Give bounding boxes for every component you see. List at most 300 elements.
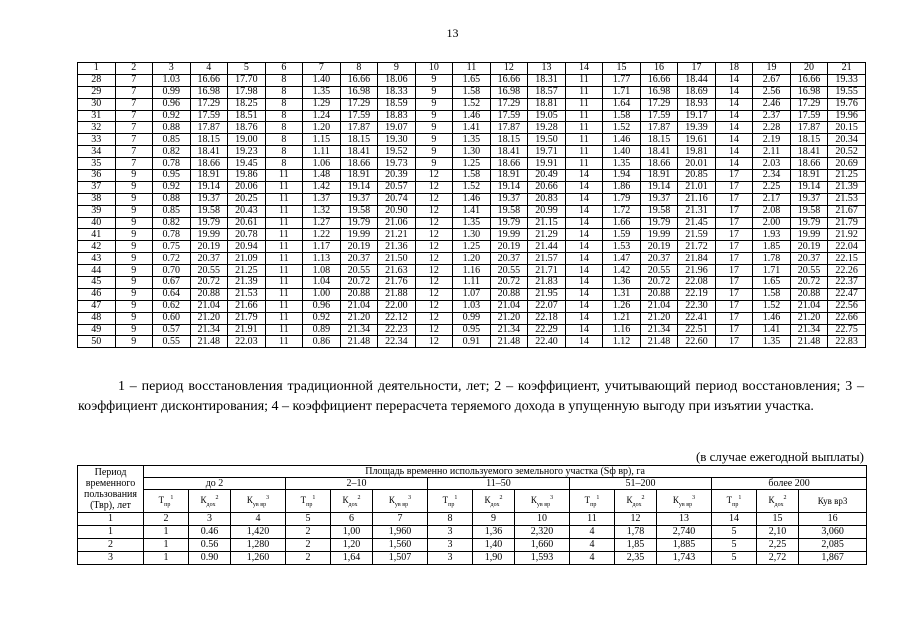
table-header-row bbox=[78, 63, 866, 75]
coefficients-table bbox=[77, 62, 866, 348]
table-cell: 18.41 bbox=[190, 146, 228, 158]
table-cell: 21.50 bbox=[378, 253, 416, 265]
table-cell: 17 bbox=[715, 181, 753, 193]
table-cell: 2.17 bbox=[753, 193, 791, 205]
table-cell: 1 bbox=[78, 526, 144, 539]
table-cell: 8 bbox=[265, 110, 303, 122]
table-cell: 9 bbox=[415, 146, 453, 158]
table-cell: 17 bbox=[715, 265, 753, 277]
symbol-superscript: 3 bbox=[408, 494, 412, 501]
table-cell: 0.60 bbox=[153, 312, 191, 324]
area-group-header: более 200 bbox=[712, 478, 867, 490]
table-cell: 1,867 bbox=[799, 552, 867, 565]
table-cell: 18.91 bbox=[790, 170, 828, 182]
table-cell: 17 bbox=[715, 324, 753, 336]
table-cell: 19.45 bbox=[228, 158, 266, 170]
table-cell: 19.07 bbox=[378, 122, 416, 134]
table-cell: 8 bbox=[265, 86, 303, 98]
table-cell: 21.84 bbox=[678, 253, 716, 265]
table-cell: 12 bbox=[415, 265, 453, 277]
table-cell: 20.66 bbox=[528, 181, 566, 193]
table-cell: 17 bbox=[715, 288, 753, 300]
table-cell: 9 bbox=[415, 158, 453, 170]
symbol-subscript: дох bbox=[348, 501, 358, 508]
table-cell: 21.20 bbox=[340, 312, 378, 324]
area-header: Площадь временно используемого земельного участка (Sф вр), га bbox=[144, 466, 867, 478]
table-row bbox=[78, 86, 866, 98]
table-cell: 9 bbox=[115, 253, 153, 265]
table-cell: 21.44 bbox=[528, 241, 566, 253]
table-cell: 1.22 bbox=[303, 229, 341, 241]
symbol-letter: К bbox=[200, 494, 207, 505]
table-cell: 1,743 bbox=[657, 552, 712, 565]
table-cell: 1.41 bbox=[453, 205, 491, 217]
table-cell: 19.86 bbox=[228, 170, 266, 182]
table-cell: 22.19 bbox=[678, 288, 716, 300]
table-cell: 17 bbox=[715, 170, 753, 182]
table-cell: 18.51 bbox=[228, 110, 266, 122]
column-number: 7 bbox=[373, 513, 428, 526]
table-cell: 21.53 bbox=[228, 288, 266, 300]
table-cell: 19.58 bbox=[340, 205, 378, 217]
table-cell: 2,085 bbox=[799, 539, 867, 552]
table-cell: 21.48 bbox=[340, 336, 378, 348]
table-cell: 21.79 bbox=[828, 217, 866, 229]
table-cell: 21.83 bbox=[528, 277, 566, 289]
column-header: 20 bbox=[790, 63, 828, 75]
table-cell: 9 bbox=[415, 86, 453, 98]
table-cell: 22.04 bbox=[828, 241, 866, 253]
table-cell: 17.87 bbox=[640, 122, 678, 134]
column-header: 5 bbox=[228, 63, 266, 75]
table-cell: 12 bbox=[415, 324, 453, 336]
table-cell: 0.82 bbox=[153, 146, 191, 158]
table-row bbox=[78, 146, 866, 158]
table-cell: 5 bbox=[712, 539, 757, 552]
table-row bbox=[78, 134, 866, 146]
table-row bbox=[78, 158, 866, 170]
symbol-letter: К bbox=[246, 494, 253, 505]
table-cell: 19.79 bbox=[640, 217, 678, 229]
table-cell: 7 bbox=[115, 86, 153, 98]
table-cell: 22.47 bbox=[828, 288, 866, 300]
table-cell: 2.25 bbox=[753, 181, 791, 193]
table-cell: 2.34 bbox=[753, 170, 791, 182]
table-cell: 19.79 bbox=[190, 217, 228, 229]
table-cell: 32 bbox=[78, 122, 116, 134]
table-cell: 1.58 bbox=[753, 288, 791, 300]
table-cell: 14 bbox=[565, 336, 603, 348]
table-cell: 20.37 bbox=[340, 253, 378, 265]
table-cell: 0.95 bbox=[153, 170, 191, 182]
table-cell: 21.20 bbox=[190, 312, 228, 324]
table-cell: 8 bbox=[265, 134, 303, 146]
table-cell: 0.90 bbox=[189, 552, 231, 565]
table-cell: 4 bbox=[570, 539, 615, 552]
table-cell: 1.15 bbox=[303, 134, 341, 146]
table-cell: 21.21 bbox=[378, 229, 416, 241]
table-cell: 44 bbox=[78, 265, 116, 277]
table-cell: 20.25 bbox=[228, 193, 266, 205]
table-cell: 1.35 bbox=[603, 158, 641, 170]
table-cell: 14 bbox=[565, 241, 603, 253]
symbol-subscript: ув вр bbox=[394, 501, 409, 508]
table-cell: 22.37 bbox=[828, 277, 866, 289]
table-cell: 20.72 bbox=[640, 277, 678, 289]
table-cell: 11 bbox=[265, 193, 303, 205]
table-cell: 9 bbox=[115, 217, 153, 229]
table-cell: 17.29 bbox=[640, 98, 678, 110]
table-row bbox=[78, 552, 867, 565]
table-cell: 12 bbox=[415, 181, 453, 193]
table-cell: 0.86 bbox=[303, 336, 341, 348]
table-cell: 19.14 bbox=[490, 181, 528, 193]
table-cell: 2.08 bbox=[753, 205, 791, 217]
table-cell: 1.21 bbox=[603, 312, 641, 324]
table-cell: 1.12 bbox=[603, 336, 641, 348]
table-cell: 12 bbox=[415, 253, 453, 265]
table-cell: 1.47 bbox=[603, 253, 641, 265]
table-cell: 21.57 bbox=[528, 253, 566, 265]
table-cell: 21.45 bbox=[678, 217, 716, 229]
table-row bbox=[78, 312, 866, 324]
table-cell: 0.92 bbox=[303, 312, 341, 324]
table-cell: 17 bbox=[715, 312, 753, 324]
column-number: 11 bbox=[570, 513, 615, 526]
column-header: 3 bbox=[153, 63, 191, 75]
table-cell: 9 bbox=[115, 300, 153, 312]
table-cell: 21.01 bbox=[678, 181, 716, 193]
table-cell: 39 bbox=[78, 205, 116, 217]
symbol-superscript: 2 bbox=[783, 494, 787, 501]
table-cell: 9 bbox=[415, 98, 453, 110]
table-cell: 1.35 bbox=[753, 336, 791, 348]
table-cell: 17 bbox=[715, 205, 753, 217]
table-cell: 2,35 bbox=[615, 552, 657, 565]
symbol-subscript: пр bbox=[732, 501, 739, 508]
table-cell: 21.34 bbox=[490, 324, 528, 336]
table-cell: 1.52 bbox=[453, 98, 491, 110]
table-cell: 22.18 bbox=[528, 312, 566, 324]
table-row bbox=[78, 288, 866, 300]
symbol-subscript: ув вр bbox=[536, 501, 551, 508]
table-cell: 14 bbox=[715, 134, 753, 146]
symbol-superscript: 1 bbox=[596, 494, 600, 501]
table-cell: 0.82 bbox=[153, 217, 191, 229]
table-cell: 21.88 bbox=[378, 288, 416, 300]
table-cell: 18.41 bbox=[790, 146, 828, 158]
table-cell: 18.83 bbox=[378, 110, 416, 122]
table-cell: 20.88 bbox=[340, 288, 378, 300]
table-cell: 14 bbox=[565, 253, 603, 265]
column-header: 21 bbox=[828, 63, 866, 75]
table-cell: 1.65 bbox=[453, 74, 491, 86]
table-footnote: 1 – период восстановления традиционной деятельности, лет; 2 – коэффициент, учитывающий период восстановления; 3 – коэффициент дисконтирования; 4 – коэффициент перерасчета теряемого дохода в упущенную выгоду при изъятии участка. bbox=[78, 379, 864, 414]
table-cell: 31 bbox=[78, 110, 116, 122]
table-cell: 9 bbox=[115, 265, 153, 277]
symbol-header bbox=[757, 490, 799, 513]
table-cell: 1.24 bbox=[303, 110, 341, 122]
column-header: 7 bbox=[303, 63, 341, 75]
table-cell: 1,64 bbox=[331, 552, 373, 565]
table-cell: 21.79 bbox=[228, 312, 266, 324]
table-row bbox=[78, 217, 866, 229]
column-number: 6 bbox=[331, 513, 373, 526]
table-cell: 12 bbox=[415, 336, 453, 348]
table-cell: 17.87 bbox=[190, 122, 228, 134]
table-cell: 1.06 bbox=[303, 158, 341, 170]
symbol-letter: К bbox=[530, 494, 537, 505]
table-cell: 21.06 bbox=[378, 217, 416, 229]
table-cell: 20.55 bbox=[640, 265, 678, 277]
table-row bbox=[78, 122, 866, 134]
table-cell: 22.75 bbox=[828, 324, 866, 336]
table-cell: 1.36 bbox=[603, 277, 641, 289]
table-cell: 8 bbox=[265, 146, 303, 158]
table-cell: 1.00 bbox=[303, 288, 341, 300]
table-cell: 0.56 bbox=[189, 539, 231, 552]
table-cell: 19.14 bbox=[790, 181, 828, 193]
symbol-header bbox=[331, 490, 373, 513]
table-cell: 19.91 bbox=[528, 158, 566, 170]
column-header: 8 bbox=[340, 63, 378, 75]
symbol-subscript: дох bbox=[490, 501, 500, 508]
symbol-letter: Т bbox=[584, 494, 591, 505]
symbol-letter: Т bbox=[442, 494, 449, 505]
table-cell: 12 bbox=[415, 288, 453, 300]
table-cell: 18.15 bbox=[340, 134, 378, 146]
table-cell: 18.91 bbox=[490, 170, 528, 182]
symbol-superscript: 1 bbox=[738, 494, 742, 501]
table-cell: 11 bbox=[265, 277, 303, 289]
column-header: 10 bbox=[415, 63, 453, 75]
table-cell: 7 bbox=[115, 98, 153, 110]
table-cell: 1.30 bbox=[453, 229, 491, 241]
table-cell: 21.04 bbox=[790, 300, 828, 312]
table-cell: 0.62 bbox=[153, 300, 191, 312]
table-cell: 16.98 bbox=[490, 86, 528, 98]
table-cell: 3 bbox=[428, 552, 473, 565]
table-cell: 19.37 bbox=[190, 193, 228, 205]
table-cell: 19.39 bbox=[678, 122, 716, 134]
table-cell: 11 bbox=[565, 158, 603, 170]
column-number: 12 bbox=[615, 513, 657, 526]
table-cell: 16.98 bbox=[340, 86, 378, 98]
table-cell: 11 bbox=[265, 181, 303, 193]
table-cell: 1.04 bbox=[303, 277, 341, 289]
table-cell: 0.75 bbox=[153, 241, 191, 253]
table-cell: 18.15 bbox=[190, 134, 228, 146]
symbol-subscript: пр bbox=[164, 501, 171, 508]
table-cell: 18.91 bbox=[340, 170, 378, 182]
table-cell: 20.88 bbox=[490, 288, 528, 300]
table-cell: 21.39 bbox=[228, 277, 266, 289]
table-cell: 19.37 bbox=[490, 193, 528, 205]
table-cell: 11 bbox=[265, 336, 303, 348]
table-cell: 7 bbox=[115, 122, 153, 134]
column-number: 10 bbox=[515, 513, 570, 526]
symbol-superscript: 2 bbox=[357, 494, 361, 501]
table-cell: 21.59 bbox=[678, 229, 716, 241]
table-row bbox=[78, 253, 866, 265]
table-cell: 17.70 bbox=[228, 74, 266, 86]
table-cell: 19.14 bbox=[190, 181, 228, 193]
table-cell: 22.23 bbox=[378, 324, 416, 336]
table-cell: 12 bbox=[415, 193, 453, 205]
table-cell: 19.81 bbox=[678, 146, 716, 158]
table-cell: 40 bbox=[78, 217, 116, 229]
table-cell: 18.69 bbox=[678, 86, 716, 98]
table-cell: 19.99 bbox=[490, 229, 528, 241]
table-cell: 34 bbox=[78, 146, 116, 158]
table-cell: 17.59 bbox=[340, 110, 378, 122]
table-cell: 8 bbox=[265, 122, 303, 134]
table-cell: 20.72 bbox=[340, 277, 378, 289]
table-cell: 14 bbox=[565, 205, 603, 217]
table-cell: 20.88 bbox=[640, 288, 678, 300]
table-cell: 21.29 bbox=[528, 229, 566, 241]
table-cell: 14 bbox=[565, 300, 603, 312]
table-cell: 1.41 bbox=[753, 324, 791, 336]
table-cell: 19.58 bbox=[190, 205, 228, 217]
table-cell: 0.88 bbox=[153, 122, 191, 134]
table-cell: 1.25 bbox=[453, 241, 491, 253]
table-cell: 1.41 bbox=[453, 122, 491, 134]
numbering-row bbox=[78, 513, 867, 526]
table-cell: 21.09 bbox=[228, 253, 266, 265]
table-row bbox=[78, 336, 866, 348]
table-cell: 20.37 bbox=[490, 253, 528, 265]
table-cell: 1.03 bbox=[453, 300, 491, 312]
table-cell: 21.95 bbox=[528, 288, 566, 300]
table-cell: 4 bbox=[570, 526, 615, 539]
table-cell: 33 bbox=[78, 134, 116, 146]
table-cell: 11 bbox=[265, 241, 303, 253]
symbol-superscript: 2 bbox=[499, 494, 503, 501]
table-cell: 20.57 bbox=[378, 181, 416, 193]
table-cell: 14 bbox=[565, 181, 603, 193]
table-cell: 17 bbox=[715, 336, 753, 348]
table-cell: 9 bbox=[415, 134, 453, 146]
symbol-header bbox=[373, 490, 428, 513]
table-cell: 14 bbox=[565, 193, 603, 205]
table-cell: 21.91 bbox=[228, 324, 266, 336]
table-cell: 1.37 bbox=[303, 193, 341, 205]
table-cell: 0.88 bbox=[153, 193, 191, 205]
table-cell: 1.46 bbox=[603, 134, 641, 146]
table-cell: 12 bbox=[415, 217, 453, 229]
table-cell: 16.66 bbox=[340, 74, 378, 86]
table-cell: 16.66 bbox=[640, 74, 678, 86]
table-cell: 18.33 bbox=[378, 86, 416, 98]
table-cell: 20.61 bbox=[228, 217, 266, 229]
table-cell: 19.05 bbox=[528, 110, 566, 122]
table-cell: 1.71 bbox=[603, 86, 641, 98]
table-cell: 11 bbox=[265, 324, 303, 336]
table-cell: 0.92 bbox=[153, 110, 191, 122]
table-row bbox=[78, 539, 867, 552]
table-cell: 19.79 bbox=[340, 217, 378, 229]
table-cell: 1.35 bbox=[453, 134, 491, 146]
table-cell: 11 bbox=[265, 217, 303, 229]
table-cell: 1.71 bbox=[753, 265, 791, 277]
table-cell: 1.25 bbox=[453, 158, 491, 170]
symbol-superscript: 1 bbox=[312, 494, 316, 501]
table-cell: 1,40 bbox=[473, 539, 515, 552]
table-cell: 1,885 bbox=[657, 539, 712, 552]
table-cell: 2.03 bbox=[753, 158, 791, 170]
table-cell: 19.76 bbox=[828, 98, 866, 110]
table-cell: 22.40 bbox=[528, 336, 566, 348]
symbol-letter: Т bbox=[300, 494, 307, 505]
table-cell: 2.00 bbox=[753, 217, 791, 229]
table-cell: 2,72 bbox=[757, 552, 799, 565]
table-cell: 1.07 bbox=[453, 288, 491, 300]
table-cell: 1.79 bbox=[603, 193, 641, 205]
symbol-subscript: ув вр bbox=[678, 501, 693, 508]
table-cell: 1,280 bbox=[231, 539, 286, 552]
table-cell: 11 bbox=[565, 98, 603, 110]
table-cell: 11 bbox=[265, 170, 303, 182]
table-cell: 17 bbox=[715, 193, 753, 205]
table-cell: 38 bbox=[78, 193, 116, 205]
column-number: 14 bbox=[712, 513, 757, 526]
table-cell: 9 bbox=[115, 181, 153, 193]
symbol-header bbox=[657, 490, 712, 513]
table-cell: 0.85 bbox=[153, 134, 191, 146]
table-cell: 19.61 bbox=[678, 134, 716, 146]
table-cell: 18.15 bbox=[790, 134, 828, 146]
table-cell: 19.17 bbox=[678, 110, 716, 122]
column-number: 15 bbox=[757, 513, 799, 526]
table-cell: 41 bbox=[78, 229, 116, 241]
column-number: 9 bbox=[473, 513, 515, 526]
symbol-header bbox=[712, 490, 757, 513]
table-cell: 1.58 bbox=[453, 86, 491, 98]
table-cell: 48 bbox=[78, 312, 116, 324]
table-cell: 22.34 bbox=[378, 336, 416, 348]
table-cell: 1.86 bbox=[603, 181, 641, 193]
table-cell: 1.26 bbox=[603, 300, 641, 312]
column-number: 13 bbox=[657, 513, 712, 526]
table-cell: 9 bbox=[115, 312, 153, 324]
table-cell: 21.34 bbox=[790, 324, 828, 336]
table-cell: 7 bbox=[115, 110, 153, 122]
table-cell: 1.46 bbox=[453, 110, 491, 122]
column-header: 2 bbox=[115, 63, 153, 75]
table-cell: 11 bbox=[565, 74, 603, 86]
table-row bbox=[78, 241, 866, 253]
table-cell: 17.87 bbox=[340, 122, 378, 134]
table-cell: 17.87 bbox=[490, 122, 528, 134]
table-cell: 14 bbox=[715, 146, 753, 158]
table-cell: 19.14 bbox=[340, 181, 378, 193]
table-cell: 1.46 bbox=[453, 193, 491, 205]
table-cell: 2,740 bbox=[657, 526, 712, 539]
table-cell: 3 bbox=[78, 552, 144, 565]
table-cell: 1,420 bbox=[231, 526, 286, 539]
column-header: 13 bbox=[528, 63, 566, 75]
table-cell: 50 bbox=[78, 336, 116, 348]
table-cell: 14 bbox=[715, 86, 753, 98]
table-cell: 19.23 bbox=[228, 146, 266, 158]
table-cell: 21.20 bbox=[490, 312, 528, 324]
table-cell: 20.69 bbox=[828, 158, 866, 170]
column-number: 4 bbox=[231, 513, 286, 526]
table-cell: 2.28 bbox=[753, 122, 791, 134]
table-cell: 16.66 bbox=[790, 74, 828, 86]
table-cell: 9 bbox=[415, 122, 453, 134]
